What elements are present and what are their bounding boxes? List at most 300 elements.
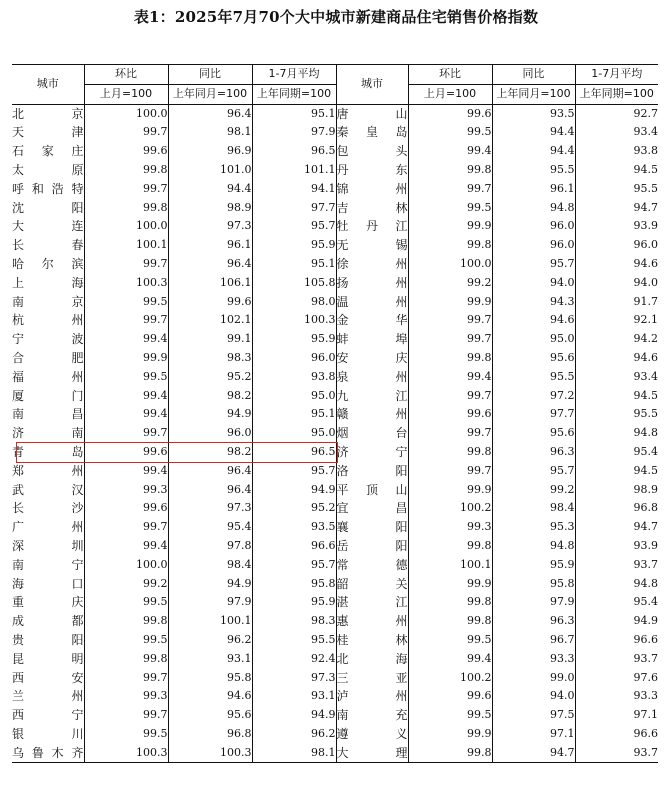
mom-value-right: 99.7: [408, 387, 492, 406]
avg-value-right: 93.8: [633, 144, 658, 158]
yoy-value-left: 96.4: [168, 104, 252, 123]
mom-base-header-right: 上月=100: [408, 84, 492, 104]
mom-value-left: 99.7: [84, 180, 168, 199]
yoy-value-right: 99.0: [492, 669, 575, 688]
mom-value-right: 99.9: [408, 725, 492, 744]
avg-value-left: 100.3: [252, 311, 336, 330]
mom-base-header-left: 上月=100: [84, 84, 168, 104]
mom-value-left: 99.4: [84, 405, 168, 424]
table-row: [12, 255, 658, 274]
avg-value-left: 95.0: [252, 424, 336, 443]
city-name-left: 济 南: [12, 424, 84, 443]
yoy-value-left: 98.2: [168, 443, 252, 462]
city-name-right: 扬 州: [336, 274, 408, 293]
city-name-right: 惠 州: [336, 612, 408, 631]
city-name-left: 福 州: [12, 368, 84, 387]
city-name-left: 上 海: [12, 274, 84, 293]
yoy-value-right: 94.4: [492, 142, 575, 161]
yoy-value-left: 102.1: [168, 311, 252, 330]
avg-value-right: 94.5: [633, 388, 658, 402]
mom-value-right: 99.7: [408, 180, 492, 199]
yoy-value-right: 97.2: [492, 387, 575, 406]
avg-value-left: 96.5: [252, 443, 336, 462]
mom-value-right: 99.4: [408, 368, 492, 387]
mom-value-left: 99.9: [84, 349, 168, 368]
table-row: [12, 575, 658, 594]
mom-value-left: 99.4: [84, 330, 168, 349]
mom-value-right: 99.8: [408, 744, 492, 763]
mom-value-left: 99.4: [84, 387, 168, 406]
yoy-value-left: 94.9: [168, 575, 252, 594]
table-row: [12, 744, 658, 763]
mom-value-left: 100.3: [84, 744, 168, 763]
yoy-value-right: 97.1: [492, 725, 575, 744]
mom-value-left: 99.6: [84, 499, 168, 518]
city-name-right: 济 宁: [336, 443, 408, 462]
mom-value-left: 99.7: [84, 669, 168, 688]
city-name-left: 乌鲁木齐: [12, 744, 84, 763]
mom-value-right: 99.8: [408, 593, 492, 612]
avg-value-left: 94.9: [252, 481, 336, 500]
avg-value-left: 95.5: [252, 631, 336, 650]
yoy-value-left: 98.4: [168, 556, 252, 575]
avg-value-left: 98.1: [252, 744, 336, 763]
table-row: [12, 349, 658, 368]
city-name-right: 金 华: [336, 311, 408, 330]
yoy-value-right: 96.3: [492, 612, 575, 631]
city-name-left: 青 岛: [12, 443, 84, 462]
mom-value-right: 99.7: [408, 311, 492, 330]
city-name-left: 海 口: [12, 575, 84, 594]
mom-value-right: 99.8: [408, 161, 492, 180]
mom-value-left: 100.0: [84, 104, 168, 123]
yoy-value-right: 95.6: [492, 349, 575, 368]
yoy-value-left: 96.0: [168, 424, 252, 443]
mom-value-left: 99.7: [84, 706, 168, 725]
avg-value-right: 94.5: [633, 162, 658, 176]
city-name-right: 蚌 埠: [336, 330, 408, 349]
avg-value-left: 93.5: [252, 518, 336, 537]
yoy-value-left: 96.9: [168, 142, 252, 161]
mom-value-right: 100.2: [408, 669, 492, 688]
avg-value-left: 98.3: [252, 612, 336, 631]
yoy-value-right: 95.8: [492, 575, 575, 594]
avg-value-right: 93.7: [575, 744, 658, 763]
city-name-right: 襄 阳: [336, 518, 408, 537]
table-row: [12, 499, 658, 518]
yoy-value-right: 95.7: [492, 255, 575, 274]
mom-value-right: 99.9: [408, 293, 492, 312]
mom-value-right: 99.8: [408, 612, 492, 631]
city-name-left: 呼和浩特: [12, 180, 84, 199]
avg-value-right: 95.4: [633, 444, 658, 458]
city-name-left: 哈尔滨: [12, 255, 84, 274]
city-name-left: 成 都: [12, 612, 84, 631]
table-row: [12, 311, 658, 330]
yoy-value-right: 94.0: [492, 274, 575, 293]
table-row: [12, 650, 658, 669]
mom-value-right: 99.3: [408, 518, 492, 537]
yoy-value-left: 96.4: [168, 462, 252, 481]
city-name-right: 湛 江: [336, 593, 408, 612]
avg-value-right: 94.0: [633, 275, 658, 289]
avg-base-header-right: 上年同期=100: [579, 86, 654, 100]
city-name-left: 长 沙: [12, 499, 84, 518]
avg-value-right: 94.8: [633, 426, 658, 440]
avg-value-right: 96.0: [633, 238, 658, 252]
avg-value-left: 95.1: [252, 255, 336, 274]
mom-value-right: 99.9: [408, 481, 492, 500]
yoy-value-left: 94.9: [168, 405, 252, 424]
yoy-value-right: 96.0: [492, 217, 575, 236]
yoy-value-right: 93.5: [492, 104, 575, 123]
mom-value-left: 99.5: [84, 368, 168, 387]
city-name-right: 赣 州: [336, 405, 408, 424]
yoy-base-header-right: 上年同月=100: [492, 84, 575, 104]
mom-value-left: 99.7: [84, 518, 168, 537]
city-name-left: 西 安: [12, 669, 84, 688]
city-name-left: 重 庆: [12, 593, 84, 612]
yoy-value-right: 95.7: [492, 462, 575, 481]
avg-value-right: 97.1: [633, 708, 658, 722]
avg-value-left: 94.9: [252, 706, 336, 725]
city-name-left: 长 春: [12, 236, 84, 255]
avg-value-right: 93.9: [633, 219, 658, 233]
city-name-right: 烟 台: [336, 424, 408, 443]
mom-value-left: 99.5: [84, 725, 168, 744]
table-row: [12, 593, 658, 612]
mom-value-left: 99.8: [84, 199, 168, 218]
city-name-left: 大 连: [12, 217, 84, 236]
city-name-right: 丹 东: [336, 161, 408, 180]
avg-value-right: 94.6: [633, 256, 658, 270]
avg-value-right: 92.1: [633, 313, 658, 327]
yoy-value-left: 95.4: [168, 518, 252, 537]
mom-value-right: 99.8: [408, 443, 492, 462]
city-name-left: 北 京: [12, 104, 84, 123]
mom-column-header-left: 环比: [84, 65, 168, 85]
mom-value-left: 99.8: [84, 650, 168, 669]
yoy-value-left: 106.1: [168, 274, 252, 293]
avg-value-right: 95.5: [633, 181, 658, 195]
avg-value-left: 97.3: [252, 669, 336, 688]
yoy-value-left: 99.6: [168, 293, 252, 312]
city-name-right: 温 州: [336, 293, 408, 312]
city-column-header-right: 城市: [336, 65, 408, 105]
table-row: [12, 481, 658, 500]
avg-value-right: 96.8: [633, 501, 658, 515]
table-row: [12, 217, 658, 236]
yoy-value-left: 94.4: [168, 180, 252, 199]
avg-value-right: 93.3: [633, 689, 658, 703]
avg-value-left: 95.7: [252, 556, 336, 575]
mom-value-right: 99.5: [408, 706, 492, 725]
mom-value-right: 99.6: [408, 104, 492, 123]
mom-value-right: 99.2: [408, 274, 492, 293]
table-row: [12, 443, 658, 462]
city-name-left: 厦 门: [12, 387, 84, 406]
yoy-value-right: 97.9: [492, 593, 575, 612]
yoy-value-right: 95.5: [492, 368, 575, 387]
city-name-left: 南 京: [12, 293, 84, 312]
city-name-right: 常 德: [336, 556, 408, 575]
mom-value-left: 99.3: [84, 687, 168, 706]
avg-column-header-right: 1-7月平均: [575, 65, 658, 85]
yoy-value-right: 96.3: [492, 443, 575, 462]
mom-value-left: 100.1: [84, 236, 168, 255]
avg-value-right: 95.5: [633, 407, 658, 421]
yoy-column-header-right: 同比: [492, 65, 575, 85]
header-row-sub: [12, 84, 658, 104]
mom-value-right: 100.0: [408, 255, 492, 274]
yoy-value-left: 97.9: [168, 593, 252, 612]
city-name-left: 合 肥: [12, 349, 84, 368]
city-name-left: 南 昌: [12, 405, 84, 424]
table-row: [12, 631, 658, 650]
city-name-left: 银 川: [12, 725, 84, 744]
avg-value-right: 94.6: [633, 350, 658, 364]
avg-value-right: 91.7: [633, 294, 658, 308]
avg-value-right: 95.4: [633, 595, 658, 609]
avg-value-right: 97.6: [633, 670, 658, 684]
city-name-right: 桂 林: [336, 631, 408, 650]
mom-value-right: 99.4: [408, 142, 492, 161]
avg-value-right: 94.8: [633, 576, 658, 590]
avg-value-right: 94.7: [633, 520, 658, 534]
mom-value-right: 100.1: [408, 556, 492, 575]
table-row: [12, 537, 658, 556]
yoy-value-left: 100.3: [168, 744, 252, 763]
header-row-top: [12, 65, 658, 85]
yoy-value-left: 101.0: [168, 161, 252, 180]
city-name-right: 泉 州: [336, 368, 408, 387]
yoy-value-right: 96.7: [492, 631, 575, 650]
yoy-value-left: 99.1: [168, 330, 252, 349]
yoy-value-left: 100.1: [168, 612, 252, 631]
city-name-right: 安 庆: [336, 349, 408, 368]
city-name-left: 南 宁: [12, 556, 84, 575]
yoy-value-right: 97.5: [492, 706, 575, 725]
city-name-left: 兰 州: [12, 687, 84, 706]
city-name-right: 无 锡: [336, 236, 408, 255]
avg-value-left: 95.8: [252, 575, 336, 594]
city-name-right: 包 头: [336, 142, 408, 161]
yoy-value-left: 96.8: [168, 725, 252, 744]
table-row: [12, 104, 658, 123]
yoy-value-right: 95.0: [492, 330, 575, 349]
avg-value-left: 97.7: [252, 199, 336, 218]
city-name-right: 牡丹江: [336, 217, 408, 236]
yoy-value-left: 98.1: [168, 123, 252, 142]
city-name-right: 宜 昌: [336, 499, 408, 518]
mom-value-right: 99.5: [408, 199, 492, 218]
avg-value-right: 96.6: [633, 632, 658, 646]
avg-value-right: 93.4: [633, 125, 658, 139]
table-row: [12, 123, 658, 142]
yoy-value-right: 99.2: [492, 481, 575, 500]
yoy-value-right: 94.6: [492, 311, 575, 330]
city-column-header-left: 城市: [12, 65, 84, 105]
mom-value-left: 99.6: [84, 443, 168, 462]
yoy-value-left: 97.3: [168, 499, 252, 518]
avg-value-left: 95.7: [252, 217, 336, 236]
avg-value-left: 101.1: [252, 161, 336, 180]
city-name-right: 韶 关: [336, 575, 408, 594]
avg-value-right: 93.7: [633, 651, 658, 665]
yoy-value-left: 96.2: [168, 631, 252, 650]
avg-value-left: 96.6: [252, 537, 336, 556]
yoy-value-left: 94.6: [168, 687, 252, 706]
mom-value-right: 99.4: [408, 650, 492, 669]
avg-value-left: 95.9: [252, 593, 336, 612]
yoy-value-right: 94.3: [492, 293, 575, 312]
avg-value-left: 95.9: [252, 236, 336, 255]
mom-value-left: 100.3: [84, 274, 168, 293]
avg-value-left: 96.5: [252, 142, 336, 161]
yoy-value-right: 95.5: [492, 161, 575, 180]
mom-value-left: 99.8: [84, 612, 168, 631]
avg-value-right: 93.7: [633, 557, 658, 571]
table-row: [12, 424, 658, 443]
avg-value-left: 96.2: [252, 725, 336, 744]
yoy-value-left: 97.3: [168, 217, 252, 236]
city-name-left: 昆 明: [12, 650, 84, 669]
mom-value-left: 99.5: [84, 293, 168, 312]
avg-value-right: 94.5: [633, 463, 658, 477]
city-name-right: 洛 阳: [336, 462, 408, 481]
avg-value-left: 96.0: [252, 349, 336, 368]
avg-value-left: 93.8: [252, 368, 336, 387]
mom-value-left: 99.7: [84, 311, 168, 330]
avg-value-left: 95.9: [252, 330, 336, 349]
yoy-value-right: 98.4: [492, 499, 575, 518]
avg-value-right: 96.6: [633, 726, 658, 740]
yoy-value-left: 93.1: [168, 650, 252, 669]
mom-value-right: 100.2: [408, 499, 492, 518]
yoy-value-left: 95.2: [168, 368, 252, 387]
avg-value-left: 93.1: [252, 687, 336, 706]
table-row: [12, 556, 658, 575]
yoy-value-right: 94.0: [492, 687, 575, 706]
yoy-value-left: 98.2: [168, 387, 252, 406]
city-name-left: 杭 州: [12, 311, 84, 330]
yoy-value-right: 94.8: [492, 199, 575, 218]
table-row: [12, 612, 658, 631]
avg-column-header-left: 1-7月平均: [252, 65, 336, 85]
avg-value-left: 95.7: [252, 462, 336, 481]
city-name-right: 大 理: [336, 744, 408, 763]
mom-value-left: 99.7: [84, 424, 168, 443]
mom-value-right: 99.7: [408, 424, 492, 443]
city-name-left: 武 汉: [12, 481, 84, 500]
mom-column-header-right: 环比: [408, 65, 492, 85]
avg-value-right: 92.7: [633, 106, 658, 120]
table-row: [12, 161, 658, 180]
avg-value-left: 95.1: [252, 405, 336, 424]
yoy-value-right: 96.1: [492, 180, 575, 199]
mom-value-left: 99.4: [84, 462, 168, 481]
yoy-value-right: 95.9: [492, 556, 575, 575]
city-name-right: 遵 义: [336, 725, 408, 744]
city-name-right: 南 充: [336, 706, 408, 725]
avg-value-left: 92.4: [252, 650, 336, 669]
table-row: [12, 725, 658, 744]
mom-value-left: 99.4: [84, 537, 168, 556]
city-name-right: 徐 州: [336, 255, 408, 274]
city-name-left: 太 原: [12, 161, 84, 180]
avg-value-right: 93.9: [633, 538, 658, 552]
avg-base-header-left: 上年同期=100: [252, 84, 336, 104]
mom-value-left: 99.8: [84, 161, 168, 180]
mom-value-left: 99.7: [84, 123, 168, 142]
yoy-value-right: 94.8: [492, 537, 575, 556]
mom-value-left: 99.5: [84, 593, 168, 612]
yoy-value-right: 95.6: [492, 424, 575, 443]
yoy-value-right: 93.3: [492, 650, 575, 669]
table-row: [12, 706, 658, 725]
city-name-left: 宁 波: [12, 330, 84, 349]
mom-value-right: 99.5: [408, 123, 492, 142]
avg-value-left: 95.0: [252, 387, 336, 406]
mom-value-right: 99.7: [408, 330, 492, 349]
mom-value-left: 99.6: [84, 142, 168, 161]
yoy-value-left: 95.8: [168, 669, 252, 688]
mom-value-right: 99.6: [408, 687, 492, 706]
mom-value-right: 99.7: [408, 462, 492, 481]
yoy-value-right: 94.7: [492, 744, 575, 763]
table-body: [12, 104, 658, 763]
yoy-value-right: 96.0: [492, 236, 575, 255]
city-name-right: 泸 州: [336, 687, 408, 706]
city-name-left: 石家庄: [12, 142, 84, 161]
avg-value-right: 98.9: [633, 482, 658, 496]
mom-value-left: 99.3: [84, 481, 168, 500]
city-name-left: 深 圳: [12, 537, 84, 556]
mom-value-right: 99.5: [408, 631, 492, 650]
yoy-value-right: 94.4: [492, 123, 575, 142]
mom-value-left: 99.7: [84, 255, 168, 274]
city-name-right: 北 海: [336, 650, 408, 669]
table-row: [12, 387, 658, 406]
yoy-value-right: 97.7: [492, 405, 575, 424]
table-row: [12, 518, 658, 537]
table-row: [12, 180, 658, 199]
mom-value-right: 99.9: [408, 575, 492, 594]
avg-value-left: 97.9: [252, 123, 336, 142]
city-name-left: 沈 阳: [12, 199, 84, 218]
yoy-value-left: 96.4: [168, 255, 252, 274]
yoy-value-left: 96.1: [168, 236, 252, 255]
yoy-value-left: 95.6: [168, 706, 252, 725]
yoy-value-left: 97.8: [168, 537, 252, 556]
city-name-right: 锦 州: [336, 180, 408, 199]
yoy-value-left: 98.9: [168, 199, 252, 218]
city-name-right: 九 江: [336, 387, 408, 406]
table-row: [12, 293, 658, 312]
city-name-right: 平顶山: [336, 481, 408, 500]
avg-value-left: 105.8: [252, 274, 336, 293]
avg-value-right: 94.7: [633, 200, 658, 214]
mom-value-right: 99.8: [408, 349, 492, 368]
avg-value-left: 98.0: [252, 293, 336, 312]
table-row: [12, 199, 658, 218]
city-name-right: 吉 林: [336, 199, 408, 218]
yoy-value-left: 98.3: [168, 349, 252, 368]
city-name-left: 西 宁: [12, 706, 84, 725]
mom-value-left: 99.5: [84, 631, 168, 650]
table-row: [12, 687, 658, 706]
avg-value-right: 93.4: [633, 369, 658, 383]
